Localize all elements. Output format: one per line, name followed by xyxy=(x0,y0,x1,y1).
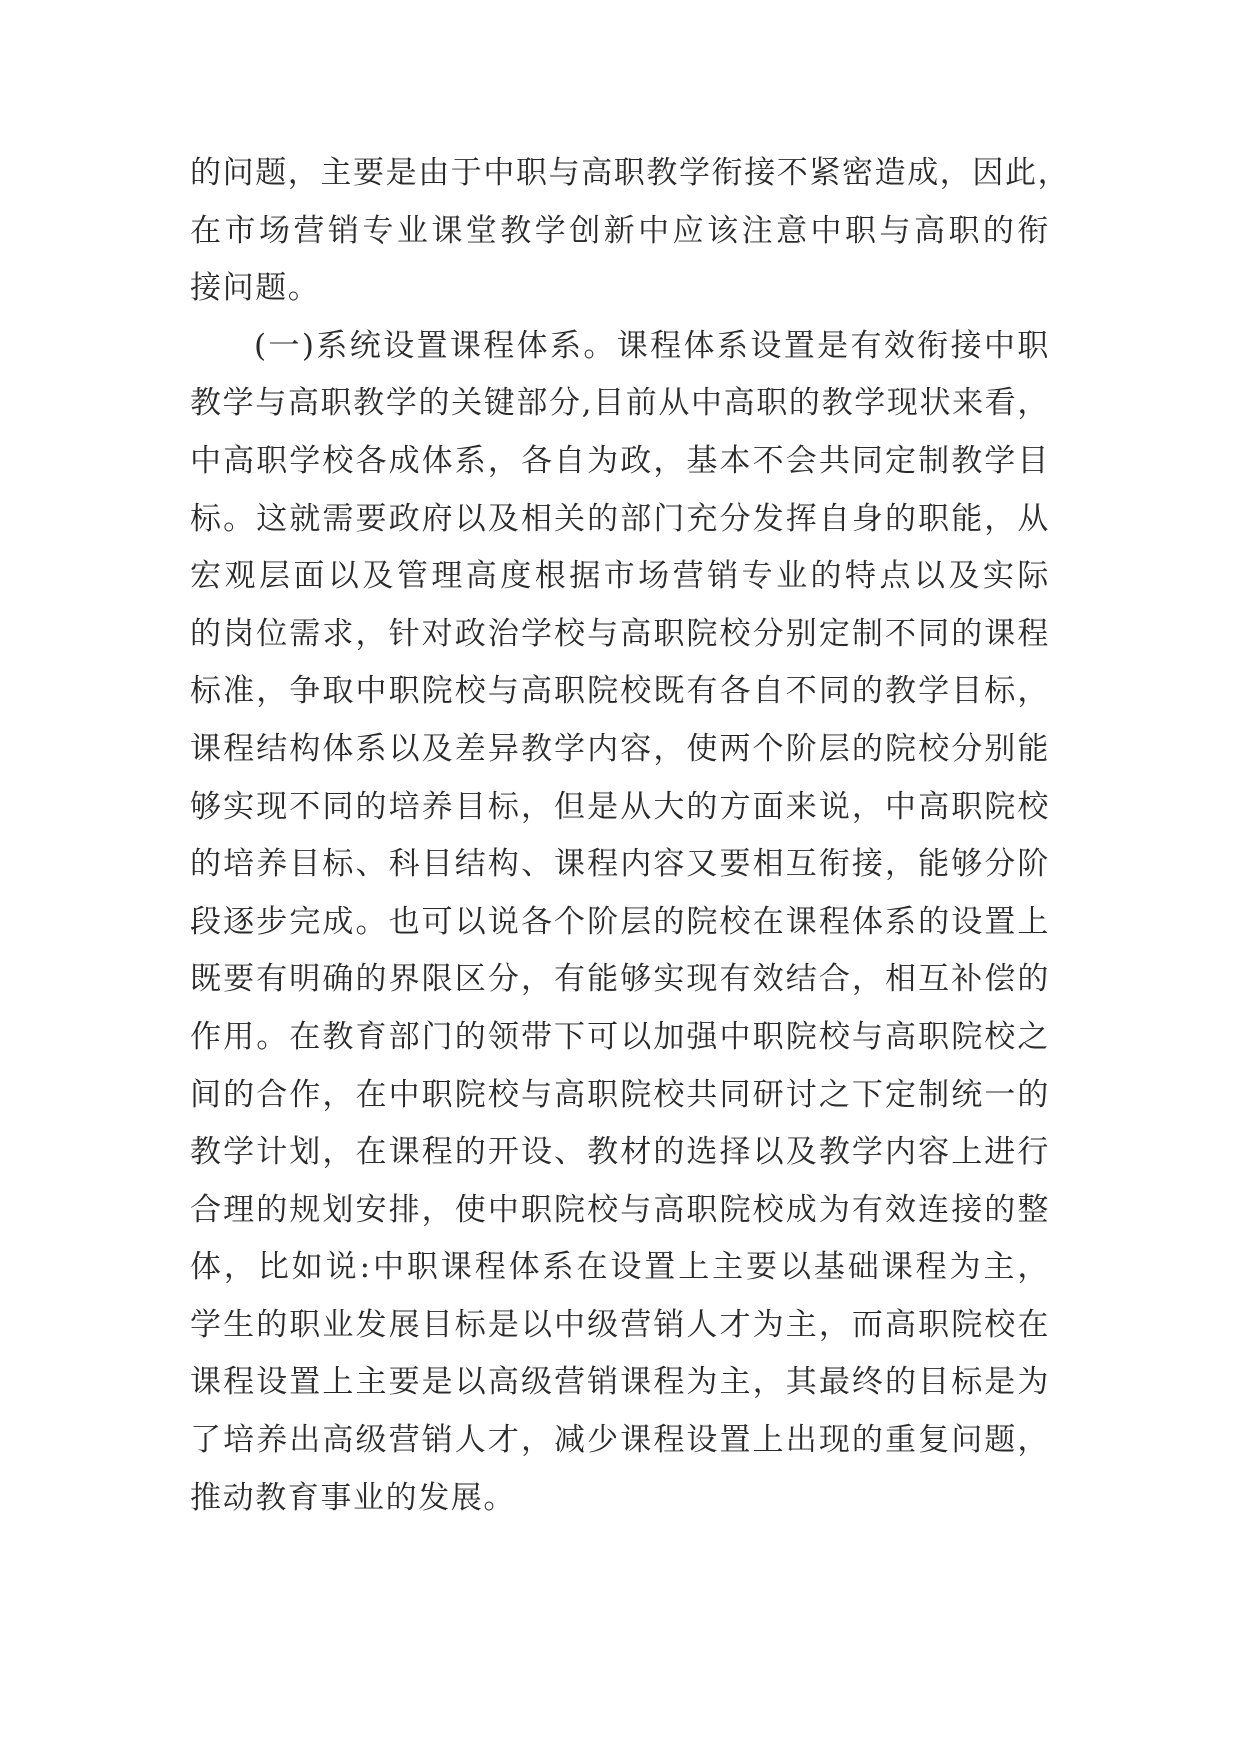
text-line: 的岗位需求，针对政治学校与高职院校分别定制不同的课程 xyxy=(190,615,1050,652)
text-line: 接问题。 xyxy=(190,270,321,307)
text-line: 在市场营销专业课堂教学创新中应该注意中职与高职的衔 xyxy=(190,212,1050,249)
text-line: 够实现不同的培养目标，但是从大的方面来说，中高职院校 xyxy=(190,788,1050,825)
text-line: 学生的职业发展目标是以中级营销人才为主，而高职院校在 xyxy=(190,1306,1050,1343)
text-line: 作用。在教育部门的领带下可以加强中职院校与高职院校之 xyxy=(190,1018,1050,1055)
text-line: 课程结构体系以及差异教学内容，使两个阶层的院校分别能 xyxy=(190,730,1050,767)
text-line: 宏观层面以及管理高度根据市场营销专业的特点以及实际 xyxy=(190,558,1050,595)
text-line: 标准，争取中职院校与高职院校既有各自不同的教学目标， xyxy=(190,673,1050,710)
text-line: 的问题，主要是由于中职与高职教学衔接不紧密造成，因此， xyxy=(190,155,1071,191)
text-line: 的培养目标、科目结构、课程内容又要相互衔接，能够分阶 xyxy=(190,846,1050,883)
text-line: 教学计划，在课程的开设、教材的选择以及教学内容上进行 xyxy=(190,1134,1050,1171)
text-line: 段逐步完成。也可以说各个阶层的院校在课程体系的设置上 xyxy=(190,903,1050,940)
text-line: 教学与高职教学的关键部分,目前从中高职的教学现状来看， xyxy=(190,385,1050,422)
text-line: 推动教育事业的发展。 xyxy=(190,1479,516,1516)
text-line: 中高职学校各成体系，各自为政，基本不会共同定制教学目 xyxy=(190,442,1050,479)
text-line: 合理的规划安排，使中职院校与高职院校成为有效连接的整 xyxy=(190,1191,1050,1228)
text-line: 标。这就需要政府以及相关的部门充分发挥自身的职能，从 xyxy=(190,500,1050,537)
text-line: 了培养出高级营销人才，减少课程设置上出现的重复问题， xyxy=(190,1422,1050,1459)
text-line: 既要有明确的界限区分，有能够实现有效结合，相互补偿的 xyxy=(190,961,1050,998)
text-line: 课程设置上主要是以高级营销课程为主，其最终的目标是为 xyxy=(190,1364,1050,1401)
section-heading-line: (一)系统设置课程体系。课程体系设置是有效衔接中职 xyxy=(254,327,1050,364)
text-line: 间的合作，在中职院校与高职院校共同研讨之下定制统一的 xyxy=(190,1076,1050,1113)
text-line: 体，比如说:中职课程体系在设置上主要以基础课程为主， xyxy=(190,1249,1050,1286)
body-text xyxy=(190,145,1071,1527)
